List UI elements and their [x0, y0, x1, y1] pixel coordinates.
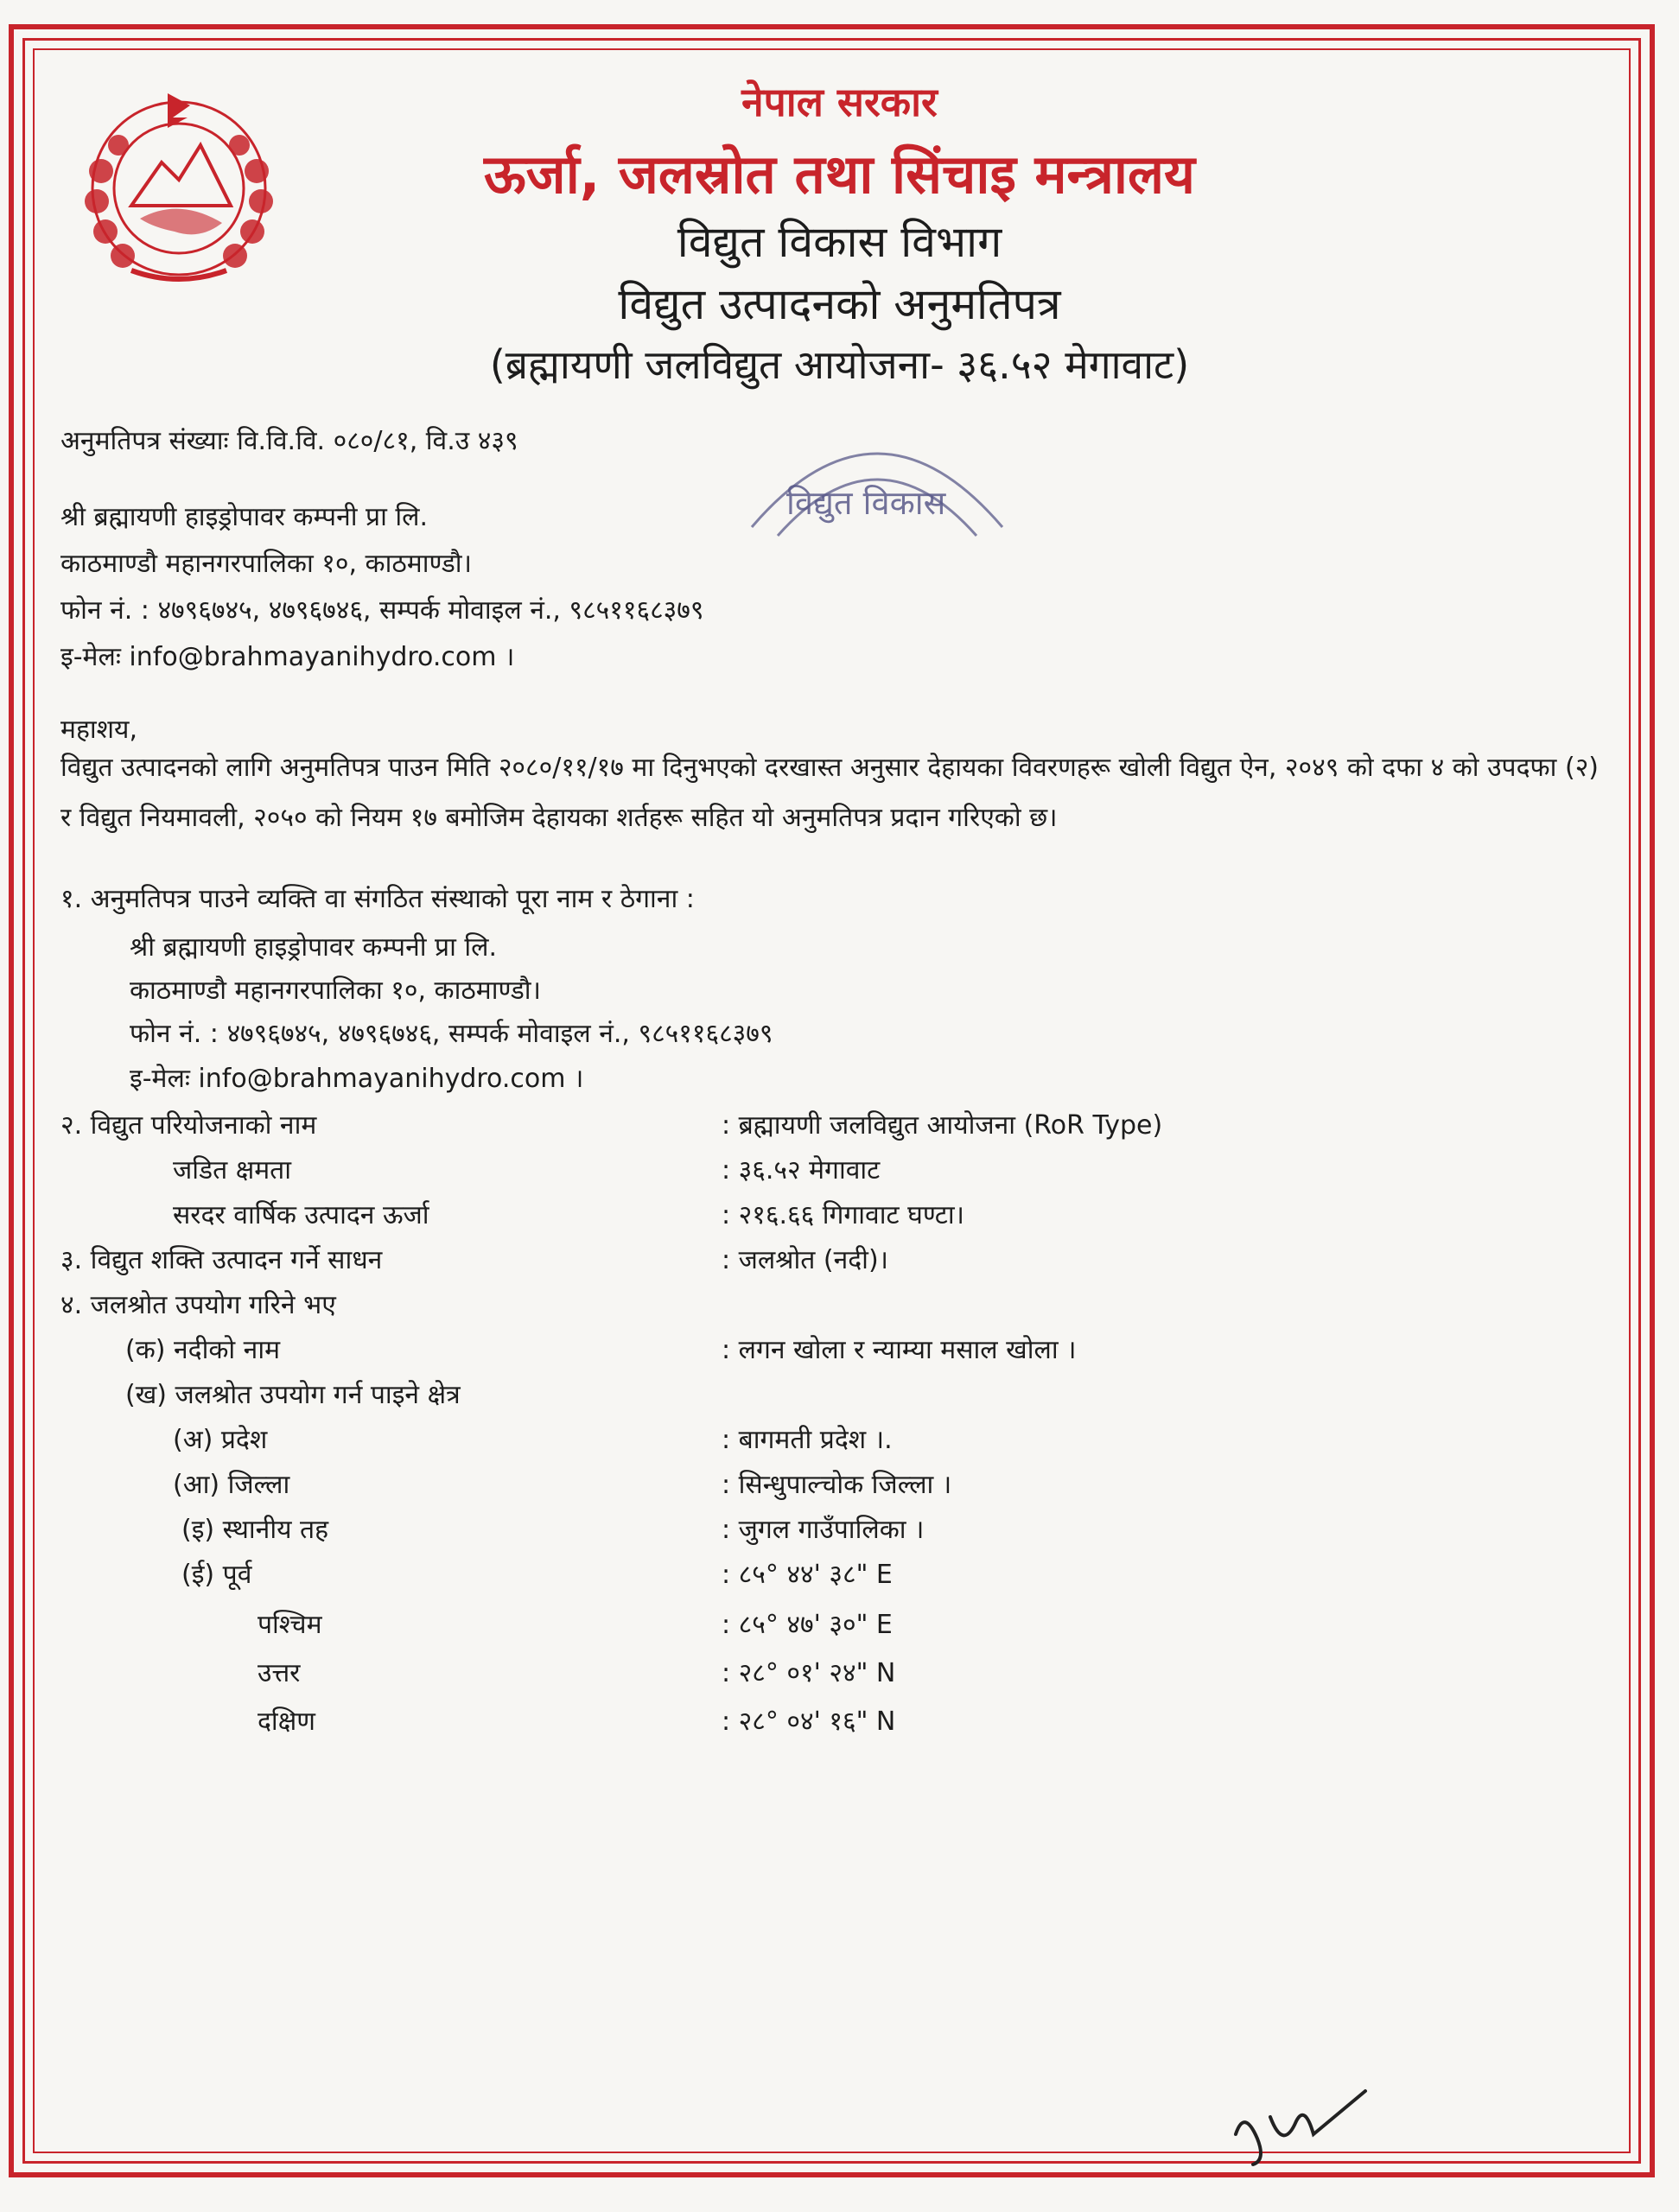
row-value: : लगन खोला र न्याम्या मसाल खोला ।	[722, 1335, 1077, 1365]
row-value: : ८५° ४७' ३०" E	[722, 1610, 893, 1640]
license-number: अनुमतिपत्र संख्याः वि.वि.वि. ०८०/८१, वि.उ ४३९	[60, 426, 518, 456]
row-label: २. विद्युत परियोजनाको नाम	[60, 1110, 317, 1141]
row-label: (अ) प्रदेश	[173, 1425, 268, 1455]
row-value: : २८° ०४' १६" N	[722, 1707, 896, 1737]
row-value: : २१६.६६ गिगावाट घण्टा।	[722, 1200, 965, 1230]
row-label: ३. विद्युत शक्ति उत्पादन गर्ने साधन	[60, 1245, 383, 1275]
seal-text: विद्युत विकास	[786, 484, 946, 522]
recipient-address: काठमाण्डौ महानगरपालिका १०, काठमाण्डौ।	[60, 549, 472, 579]
body-paragraph: विद्युत उत्पादनको लागि अनुमतिपत्र पाउन मिति २०८०/११/१७ मा दिनुभएको दरखास्त अनुसार देहायका विवरणहरू खोली विद्युत ऐन, २०४९ को दफा ४ को उपदफा (२) र विद्युत नियमावली, २०५० को नियम १७ बमोजिम देहायका शर्तहरू सहित यो अनुमतिपत्र प्रदान गरिएको छ।	[60, 753, 1599, 833]
row-label: (इ) स्थानीय तह	[181, 1515, 329, 1545]
government-name: नेपाल सरकार	[741, 79, 938, 125]
item-1-name: श्री ब्रह्मायणी हाइड्रोपावर कम्पनी प्रा लि.	[130, 932, 498, 963]
row-label: (क) नदीको नाम	[125, 1335, 281, 1365]
item-1-email: इ-मेलः info@brahmayanihydro.com ।	[130, 1064, 584, 1094]
item-1-phone: फोन नं. : ४७९६७४५, ४७९६७४६, सम्पर्क मोवाइल नं., ९८५११६८३७९	[130, 1019, 773, 1049]
salutation: महाशय,	[60, 715, 137, 745]
item-1-heading: १. अनुमतिपत्र पाउने व्यक्ति वा संगठित संस्थाको पूरा नाम र ठेगाना :	[60, 884, 695, 914]
recipient-email: इ-मेलः info@brahmayanihydro.com ।	[60, 642, 515, 672]
recipient-name: श्री ब्रह्मायणी हाइड्रोपावर कम्पनी प्रा लि.	[60, 502, 429, 532]
signature-icon	[1218, 2074, 1391, 2169]
item-1-address: काठमाण्डौ महानगरपालिका १०, काठमाण्डौ।	[130, 976, 541, 1006]
row-label: (आ) जिल्ला	[173, 1470, 290, 1500]
license-title: विद्युत उत्पादनको अनुमतिपत्र	[618, 279, 1061, 329]
row-label: जडित क्षमता	[173, 1155, 292, 1185]
row-value: : ब्रह्मायणी जलविद्युत आयोजना (RoR Type)	[722, 1110, 1163, 1141]
row-label: दक्षिण	[258, 1707, 315, 1737]
row-value: : सिन्धुपाल्चोक जिल्ला ।	[722, 1470, 952, 1500]
ministry-name: ऊर्जा, जलस्रोत तथा सिंचाइ मन्त्रालय	[484, 143, 1195, 206]
project-title: (ब्रह्मायणी जलविद्युत आयोजना- ३६.५२ मेगावाट)	[489, 341, 1190, 388]
recipient-phone: फोन नं. : ४७९६७४५, ४७९६७४६, सम्पर्क मोवाइल नं., ९८५११६८३७९	[60, 595, 704, 626]
row-label: पश्चिम	[258, 1610, 322, 1640]
row-value: : बागमती प्रदेश ।.	[722, 1425, 893, 1455]
office-seal-icon	[735, 406, 1020, 553]
row-value: : ३६.५२ मेगावाट	[722, 1155, 881, 1185]
row-value: : जलश्रोत (नदी)।	[722, 1245, 889, 1275]
row-value: : ८५° ४४' ३८" E	[722, 1560, 893, 1590]
row-label: ४. जलश्रोत उपयोग गरिने भए	[60, 1290, 336, 1320]
department-name: विद्युत विकास विभाग	[677, 217, 1002, 267]
row-label: सरदर वार्षिक उत्पादन ऊर्जा	[173, 1200, 429, 1230]
row-label: (ई) पूर्व	[181, 1560, 252, 1590]
row-value: : जुगल गाउँपालिका ।	[722, 1515, 925, 1545]
row-value: : २८° ०१' २४" N	[722, 1658, 896, 1688]
row-label: (ख) जलश्रोत उपयोग गर्न पाइने क्षेत्र	[125, 1380, 461, 1410]
row-label: उत्तर	[258, 1658, 301, 1688]
